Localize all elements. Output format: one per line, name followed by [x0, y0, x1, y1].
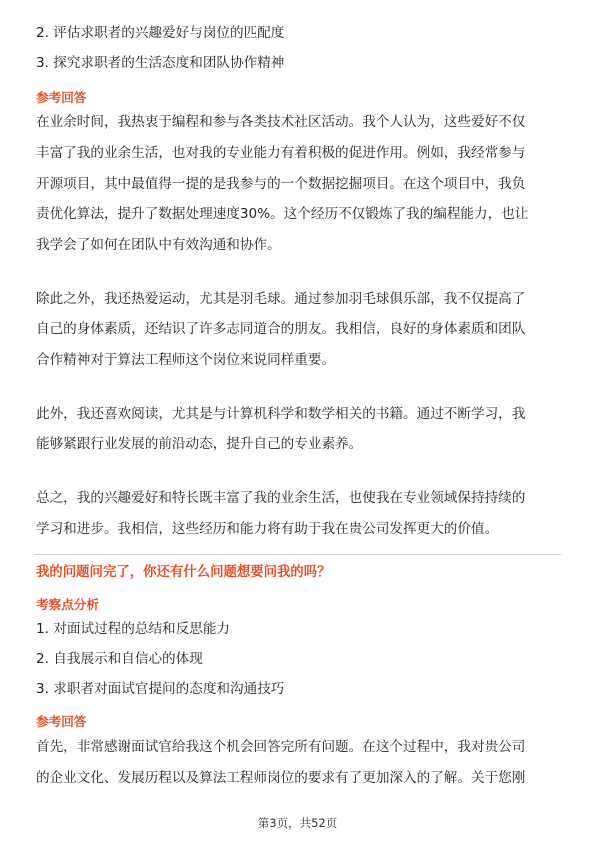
paragraph-line: 总之，我的兴趣爱好和特长既丰富了我的业余生活，也使我在专业领域保持持续的	[36, 490, 526, 506]
paragraph-line: 丰富了我的业余生活，也对我的专业能力有着积极的促进作用。例如，我经常参与	[36, 145, 526, 161]
paragraph-line: 能够紧跟行业发展的前沿动态，提升自己的专业素养。	[36, 436, 363, 452]
paragraph-line: 学习和进步。我相信，这些经历和能力将有助于我在贵公司发挥更大的价值。	[36, 521, 499, 537]
analysis-item: 1. 对面试过程的总结和反思能力	[36, 621, 231, 637]
section-divider	[34, 554, 561, 555]
analysis-item: 3. 求职者对面试官提问的态度和沟通技巧	[36, 681, 285, 697]
paragraph-line: 开源项目，其中最值得一提的是我参与的一个数据挖掘项目。在这个项目中，我负	[36, 176, 526, 192]
reference-answer-heading: 参考回答	[36, 90, 87, 105]
list-item: 2. 评估求职者的兴趣爱好与岗位的匹配度	[36, 25, 285, 41]
list-item: 3. 探究求职者的生活态度和团队协作精神	[36, 55, 285, 71]
paragraph-line: 首先，非常感谢面试官给我这个机会回答完所有问题。在这个过程中，我对贵公司	[36, 739, 526, 755]
page-number-footer: 第3页，共52页	[257, 816, 338, 830]
paragraph-line: 在业余时间，我热衷于编程和参与各类技术社区活动。我个人认为，这些爱好不仅	[36, 114, 526, 130]
paragraph-line: 此外，我还喜欢阅读，尤其是与计算机科学和数学相关的书籍。通过不断学习，我	[36, 406, 526, 422]
paragraph-line: 的企业文化、发展历程以及算法工程师岗位的要求有了更加深入的了解。关于您刚	[36, 770, 526, 786]
paragraph-line: 我学会了如何在团队中有效沟通和协作。	[36, 237, 281, 253]
paragraph-line: 责优化算法，提升了数据处理速度30%。这个经历不仅锻炼了我的编程能力，也让	[36, 206, 529, 222]
reference-answer-heading: 参考回答	[36, 714, 87, 729]
analysis-heading: 考察点分析	[36, 597, 99, 612]
question-title: 我的问题问完了，你还有什么问题想要问我的吗？	[36, 565, 331, 580]
paragraph-line: 自己的身体素质，还结识了许多志同道合的朋友。我相信，良好的身体素质和团队	[36, 321, 526, 337]
paragraph-line: 除此之外，我还热爱运动，尤其是羽毛球。通过参加羽毛球俱乐部，我不仅提高了	[36, 291, 526, 307]
paragraph-line: 合作精神对于算法工程师这个岗位来说同样重要。	[36, 352, 336, 368]
analysis-item: 2. 自我展示和自信心的体现	[36, 651, 203, 667]
